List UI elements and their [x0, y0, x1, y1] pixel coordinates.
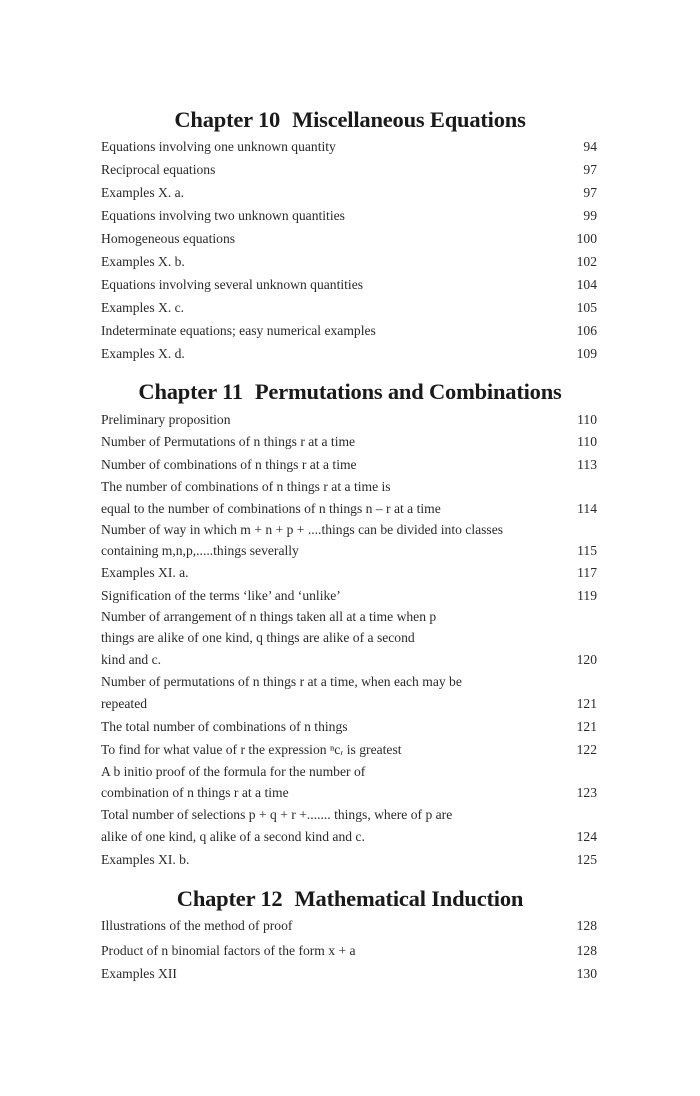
toc-entry[interactable]	[101, 628, 597, 648]
toc-entry-label: Examples X. a.	[101, 185, 185, 200]
toc-entry[interactable]	[101, 137, 597, 157]
toc-entry-page-number: 109	[576, 346, 597, 361]
toc-entry[interactable]	[101, 916, 597, 936]
toc-entry-page-number: 105	[576, 300, 597, 315]
toc-entry-page-number: 121	[576, 719, 597, 734]
toc-entry-label: Examples XII	[101, 966, 177, 981]
toc-entry-page-number: 117	[577, 565, 597, 580]
toc-entry-label: Number of arrangement of n things taken all at a time when p	[101, 609, 437, 624]
toc-entry[interactable]	[101, 762, 597, 782]
toc-entry[interactable]	[101, 321, 597, 341]
toc-entry-page-number: 106	[576, 323, 597, 338]
toc-entry-label: Examples X. d.	[101, 346, 185, 361]
toc-entry[interactable]	[101, 941, 597, 961]
toc-entry[interactable]	[101, 275, 597, 295]
toc-entry[interactable]	[101, 477, 597, 497]
toc-entry[interactable]	[101, 229, 597, 249]
toc-entry-label: The number of combinations of n things r at a time is	[101, 479, 391, 494]
toc-entry-page-number: 97	[583, 185, 597, 200]
toc-entry-label: Total number of selections p + q + r +....... things, where of p are	[101, 807, 453, 822]
toc-entry-label: Equations involving two unknown quantities	[101, 208, 345, 223]
toc-entry[interactable]	[101, 344, 597, 364]
toc-entry-label: Examples XI. a.	[101, 565, 189, 580]
toc-entry-label: Examples XI. b.	[101, 852, 190, 867]
toc-entry-page-number: 113	[577, 457, 597, 472]
toc-entry-page-number: 125	[576, 852, 597, 867]
chapter-number: Chapter 11	[138, 379, 243, 404]
chapter-number: Chapter 10	[174, 107, 281, 132]
toc-entry[interactable]	[101, 805, 597, 825]
chapter-name: Miscellaneous Equations	[292, 107, 526, 132]
toc-entry-page-number: 119	[577, 588, 597, 603]
toc-entry[interactable]	[101, 783, 597, 803]
toc-entry-label: Equations involving several unknown quantities	[101, 277, 364, 292]
toc-entry[interactable]	[101, 607, 597, 627]
toc-entry-label: Examples X. b.	[101, 254, 185, 269]
toc-entry[interactable]	[101, 964, 597, 984]
toc-entry-label: things are alike of one kind, q things are alike of a second	[101, 630, 415, 645]
toc-entry-page-number: 128	[576, 943, 597, 958]
toc-entry-label: Homogeneous equations	[101, 231, 236, 246]
toc-entry-page-number: 110	[577, 434, 597, 449]
toc-entry[interactable]	[101, 206, 597, 226]
toc-entry-label: Number of permutations of n things r at a time, when each may be	[101, 674, 462, 689]
toc-entry-label: Equations involving one unknown quantity	[101, 139, 336, 154]
chapter-12-title	[0, 886, 700, 912]
toc-entry[interactable]	[101, 160, 597, 180]
toc-entry-label: Signification of the terms ‘like’ and ‘unlike’	[101, 588, 341, 603]
toc-entry-page-number: 123	[576, 785, 597, 800]
toc-entry[interactable]	[101, 850, 597, 870]
toc-entry-page-number: 115	[577, 543, 597, 558]
toc-entry-page-number: 100	[576, 231, 597, 246]
toc-entry[interactable]	[101, 717, 597, 737]
toc-entry-page-number: 99	[583, 208, 597, 223]
toc-entry-label: Number of way in which m + n + p + ....things can be divided into classes	[101, 522, 504, 537]
toc-entry[interactable]	[101, 672, 597, 692]
toc-entry-page-number: 110	[577, 412, 597, 427]
toc-entry[interactable]	[101, 586, 597, 606]
chapter-number: Chapter 12	[176, 886, 283, 911]
toc-entry[interactable]	[101, 432, 597, 452]
chapter-name: Permutations and Combinations	[254, 379, 562, 404]
toc-entry-label: repeated	[101, 696, 148, 711]
toc-entry-page-number: 120	[576, 652, 597, 667]
toc-entry-label: Examples X. c.	[101, 300, 185, 315]
toc-entry-label: Preliminary proposition	[101, 412, 231, 427]
toc-entry-page-number: 114	[577, 501, 597, 516]
toc-entry[interactable]	[101, 650, 597, 670]
toc-entry[interactable]	[101, 252, 597, 272]
chapter-name: Mathematical Induction	[294, 886, 524, 911]
toc-entry-page-number: 121	[576, 696, 597, 711]
toc-entry-page-number: 124	[576, 829, 597, 844]
toc-entry[interactable]	[101, 298, 597, 318]
toc-entry-label: combination of n things r at a time	[101, 785, 289, 800]
toc-entry-page-number: 97	[583, 162, 597, 177]
toc-entry-label: Number of combinations of n things r at a time	[101, 457, 357, 472]
toc-entry-label: Reciprocal equations	[101, 162, 216, 177]
toc-entry[interactable]	[101, 520, 597, 540]
toc-entry-label: alike of one kind, q alike of a second kind and c.	[101, 829, 365, 844]
toc-entry-label: Illustrations of the method of proof	[101, 918, 293, 933]
toc-entry-page-number: 122	[576, 742, 597, 757]
toc-entry-label: Product of n binomial factors of the form x + a	[101, 943, 356, 958]
toc-entry-label: Number of Permutations of n things r at a time	[101, 434, 356, 449]
toc-entry[interactable]	[101, 563, 597, 583]
toc-entry-page-number: 104	[576, 277, 597, 292]
toc-entry[interactable]	[101, 183, 597, 203]
toc-entry-label: kind and c.	[101, 652, 162, 667]
toc-entry[interactable]	[101, 541, 597, 561]
toc-entry-label: To find for what value of r the expression ⁿcᵣ is greatest	[101, 742, 402, 757]
toc-entry[interactable]	[101, 694, 597, 714]
toc-entry-page-number: 128	[576, 918, 597, 933]
toc-entry-page-number: 94	[583, 139, 597, 154]
toc-entry[interactable]	[101, 827, 597, 847]
toc-entry[interactable]	[101, 740, 597, 760]
chapter-10-title	[0, 107, 700, 133]
toc-entry-label: Indeterminate equations; easy numerical examples	[101, 323, 376, 338]
toc-entry[interactable]	[101, 455, 597, 475]
toc-entry[interactable]	[101, 499, 597, 519]
toc-entry-page-number: 102	[576, 254, 597, 269]
toc-entry-label: containing m,n,p,.....things severally	[101, 543, 299, 558]
toc-entry-page-number: 130	[576, 966, 597, 981]
toc-entry-label: equal to the number of combinations of n things n – r at a time	[101, 501, 441, 516]
toc-entry-label: A b initio proof of the formula for the number of	[101, 764, 366, 779]
toc-entry-label: The total number of combinations of n things	[101, 719, 348, 734]
chapter-11-title	[0, 379, 700, 405]
toc-entry[interactable]	[101, 410, 597, 430]
